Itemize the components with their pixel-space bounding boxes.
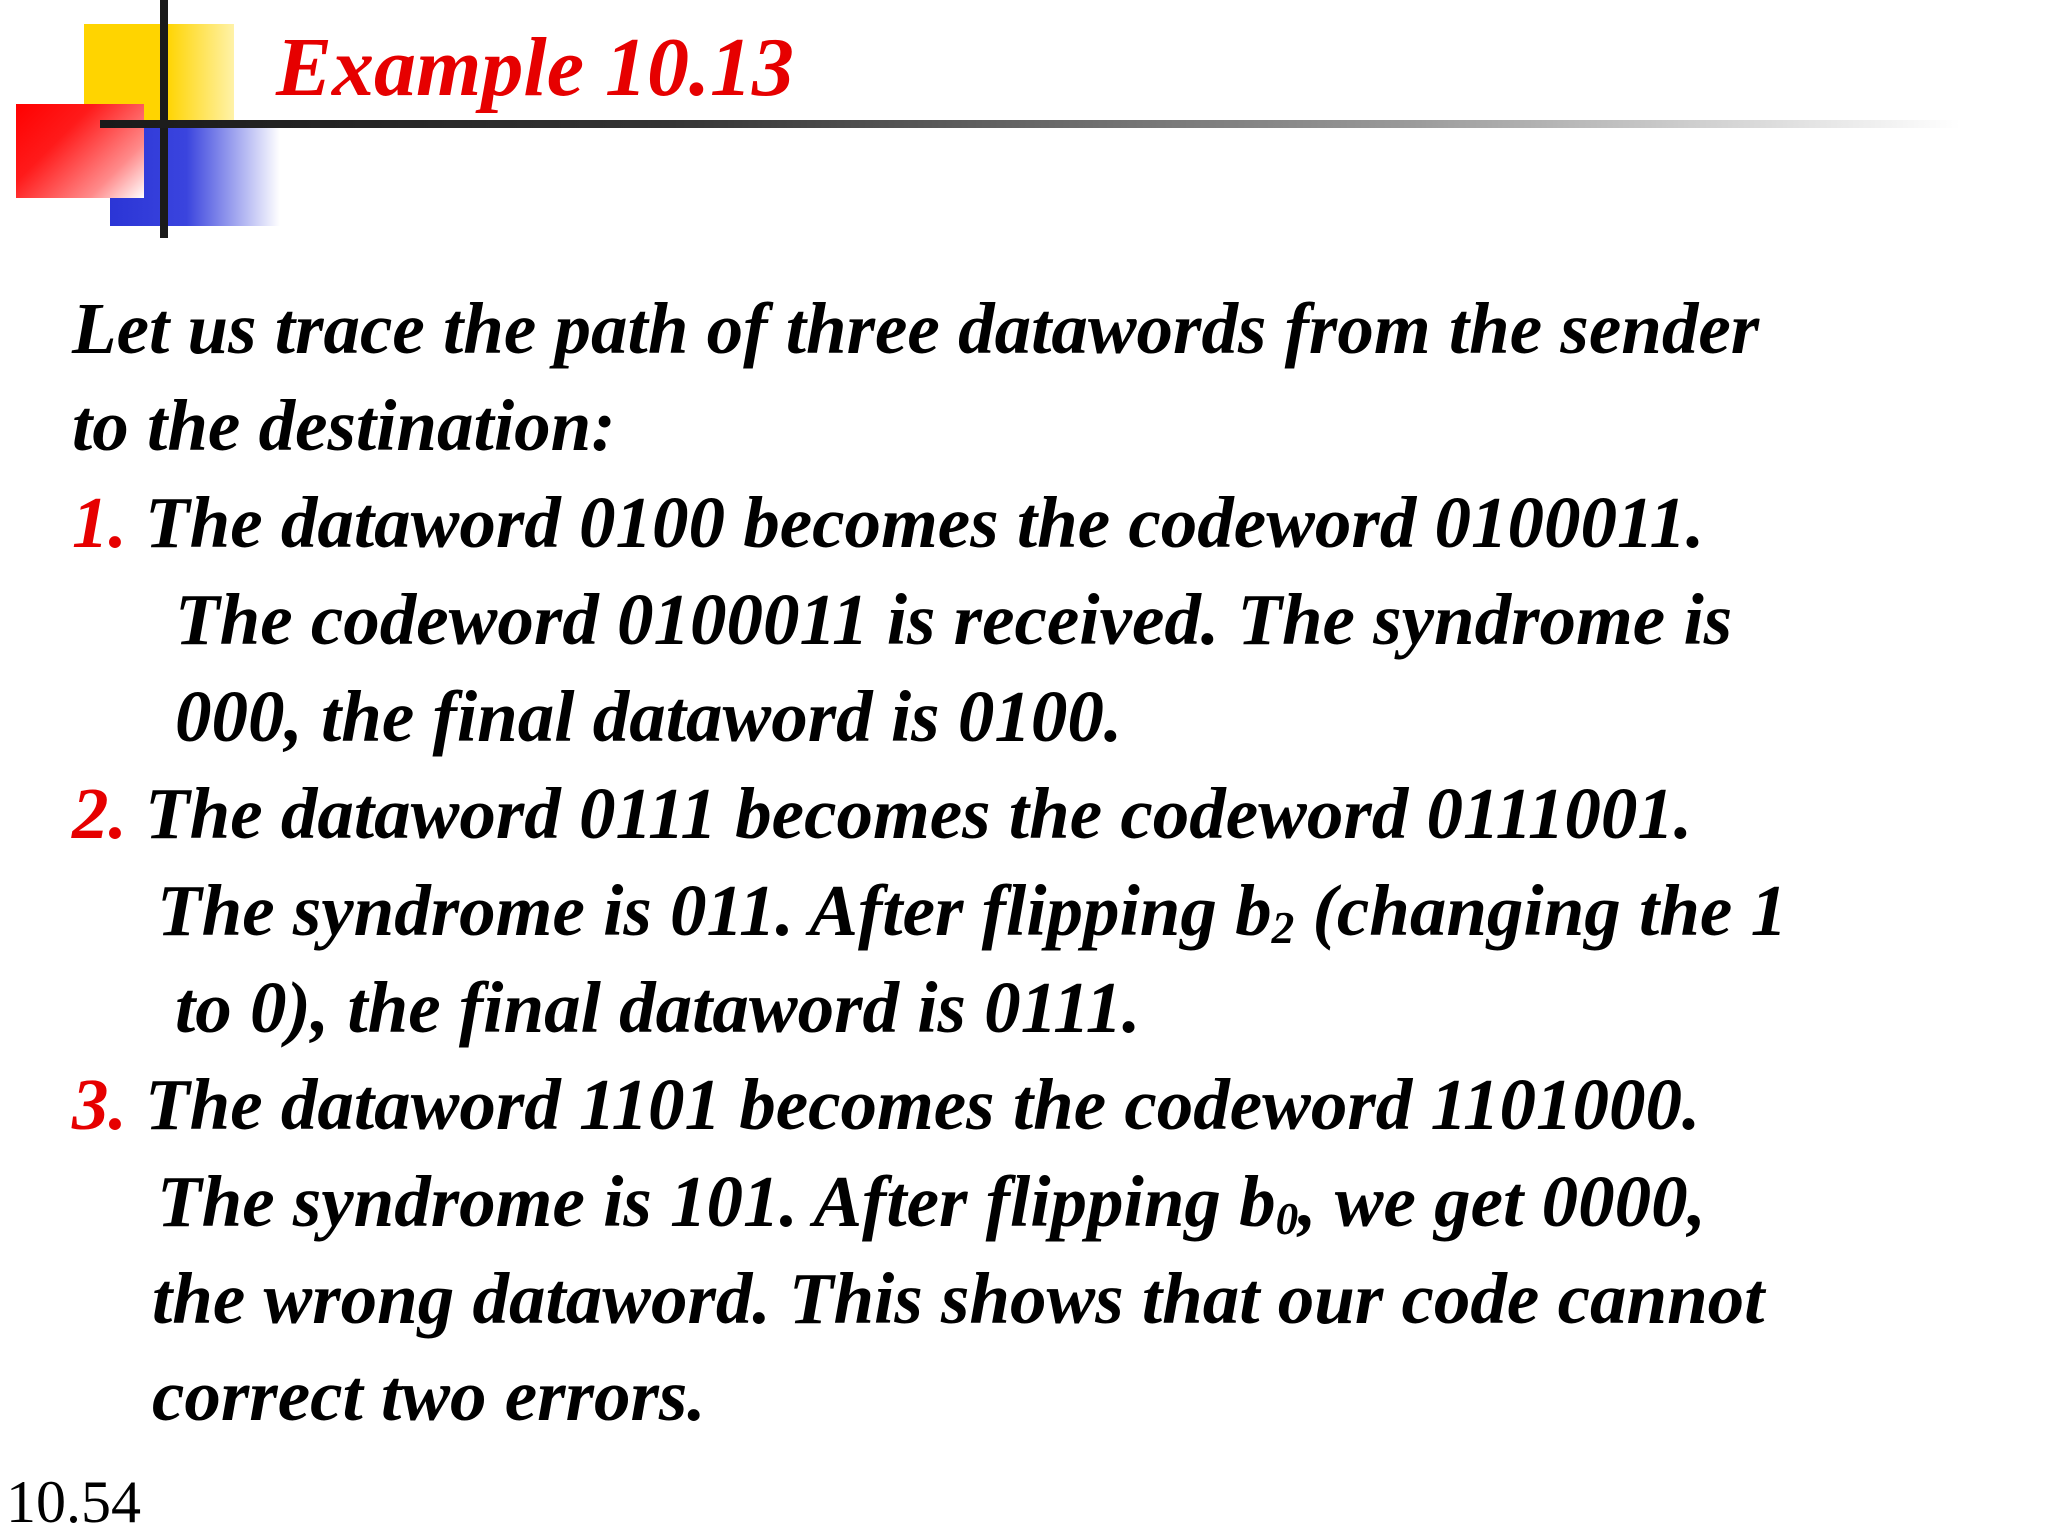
subscript: 0: [1275, 1194, 1299, 1245]
intro-line: to the destination:: [72, 385, 616, 466]
list-item-text: The dataword 0111 becomes the codeword 0111001.: [126, 773, 1693, 854]
title-underline-rule: [100, 120, 1960, 128]
list-item-text: to 0), the final dataword is 0111.: [175, 967, 1141, 1048]
list-item-3: [72, 1056, 2002, 1444]
text-segment: The syndrome is 101. After flipping b: [157, 1161, 1276, 1242]
list-item-2: [72, 765, 2002, 1056]
text-segment: The syndrome is 011. After flipping b: [157, 870, 1272, 951]
list-item-number: 1.: [72, 482, 127, 563]
list-item-text: correct two errors.: [152, 1355, 706, 1436]
slide-body: [72, 280, 2002, 1444]
list-item-first-line: [72, 474, 2002, 571]
intro-line: Let us trace the path of three datawords from the sender: [72, 288, 1760, 369]
list-item-text: [72, 1153, 2002, 1250]
list-item-text: The dataword 0100 becomes the codeword 0100011.: [126, 482, 1705, 563]
text-segment: , we get 0000,: [1298, 1161, 1706, 1242]
list-item-text: 000, the final dataword is 0100.: [175, 676, 1123, 757]
page-number: 10.54: [6, 1469, 141, 1535]
list-item-text: The codeword 0100011 is received. The syndrome is: [175, 579, 1733, 660]
list-item-1: [72, 474, 2002, 765]
slide-title: Example 10.13: [276, 21, 794, 114]
list-item-first-line: [72, 765, 2002, 862]
subscript: 2: [1271, 903, 1295, 954]
red-square-decoration: [16, 104, 144, 198]
vertical-rule: [160, 0, 168, 238]
list-item-number: 3.: [72, 1064, 127, 1145]
text-segment: (changing the 1: [1294, 870, 1788, 951]
list-item-first-line: [72, 1056, 2002, 1153]
list-item-number: 2.: [72, 773, 127, 854]
list-item-text: the wrong dataword. This shows that our code cannot: [152, 1258, 1765, 1339]
list-item-text: The dataword 1101 becomes the codeword 1101000.: [126, 1064, 1701, 1145]
list-item-text: [72, 862, 2002, 959]
